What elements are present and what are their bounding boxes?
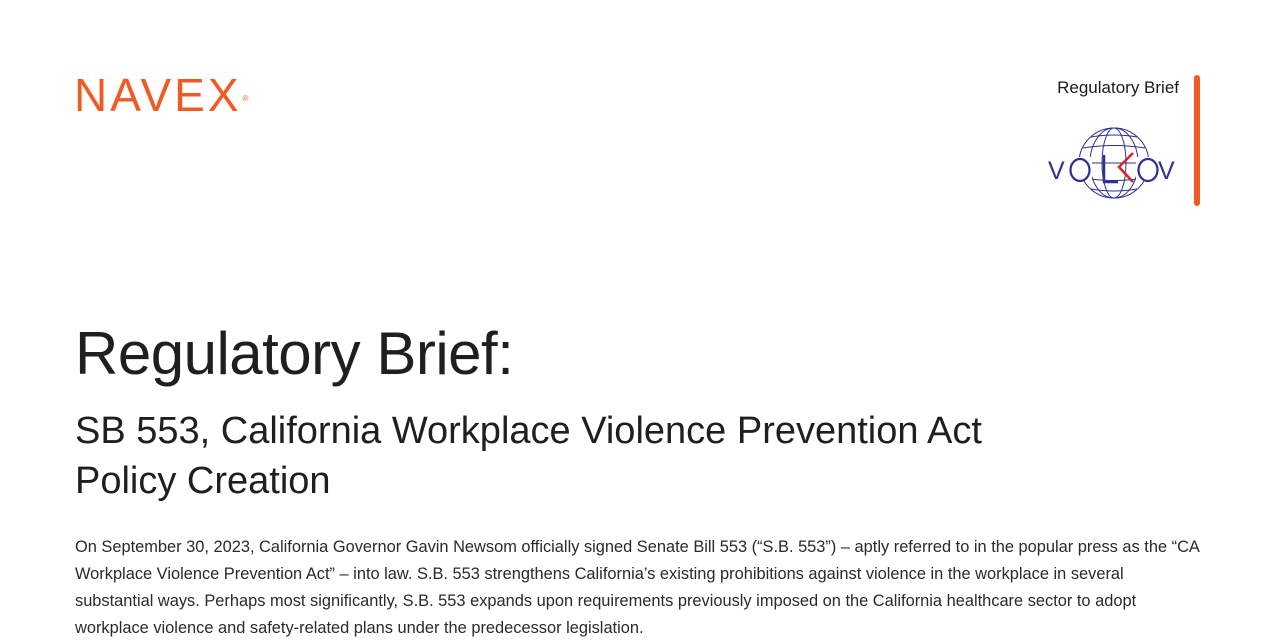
document-type-label: Regulatory Brief xyxy=(1057,78,1179,97)
subtitle-line-1: SB 553, California Workplace Violence Prevention Act xyxy=(75,410,982,452)
svg-text:V: V xyxy=(1048,157,1065,185)
navex-logo-text: NAVEX xyxy=(74,69,242,121)
page-title: Regulatory Brief: xyxy=(75,320,514,387)
volkov-logo-icon xyxy=(1046,126,1182,202)
svg-text:V: V xyxy=(1158,157,1175,185)
intro-paragraph: On September 30, 2023, California Governor Gavin Newsom officially signed Senate Bill 553 (“S.B. 553”) – aptly referred to in the popular press as the “CA Workplace Violence Prevention Act” – into law. S.B. 553 strengthens California’s existing prohibitions against violence in the workplace in several substantial ways. Perhaps most significantly, S.B. 553 expands upon requirements previously imposed on the California healthcare sector to adopt workplace violence and safety-related plans under the predecessor legislation. xyxy=(75,538,1199,637)
navex-logo xyxy=(74,69,249,121)
document-subtitle xyxy=(75,406,1125,506)
subtitle-line-2: Policy Creation xyxy=(75,460,331,502)
registered-mark: ® xyxy=(242,94,249,103)
accent-bar xyxy=(1194,75,1200,206)
